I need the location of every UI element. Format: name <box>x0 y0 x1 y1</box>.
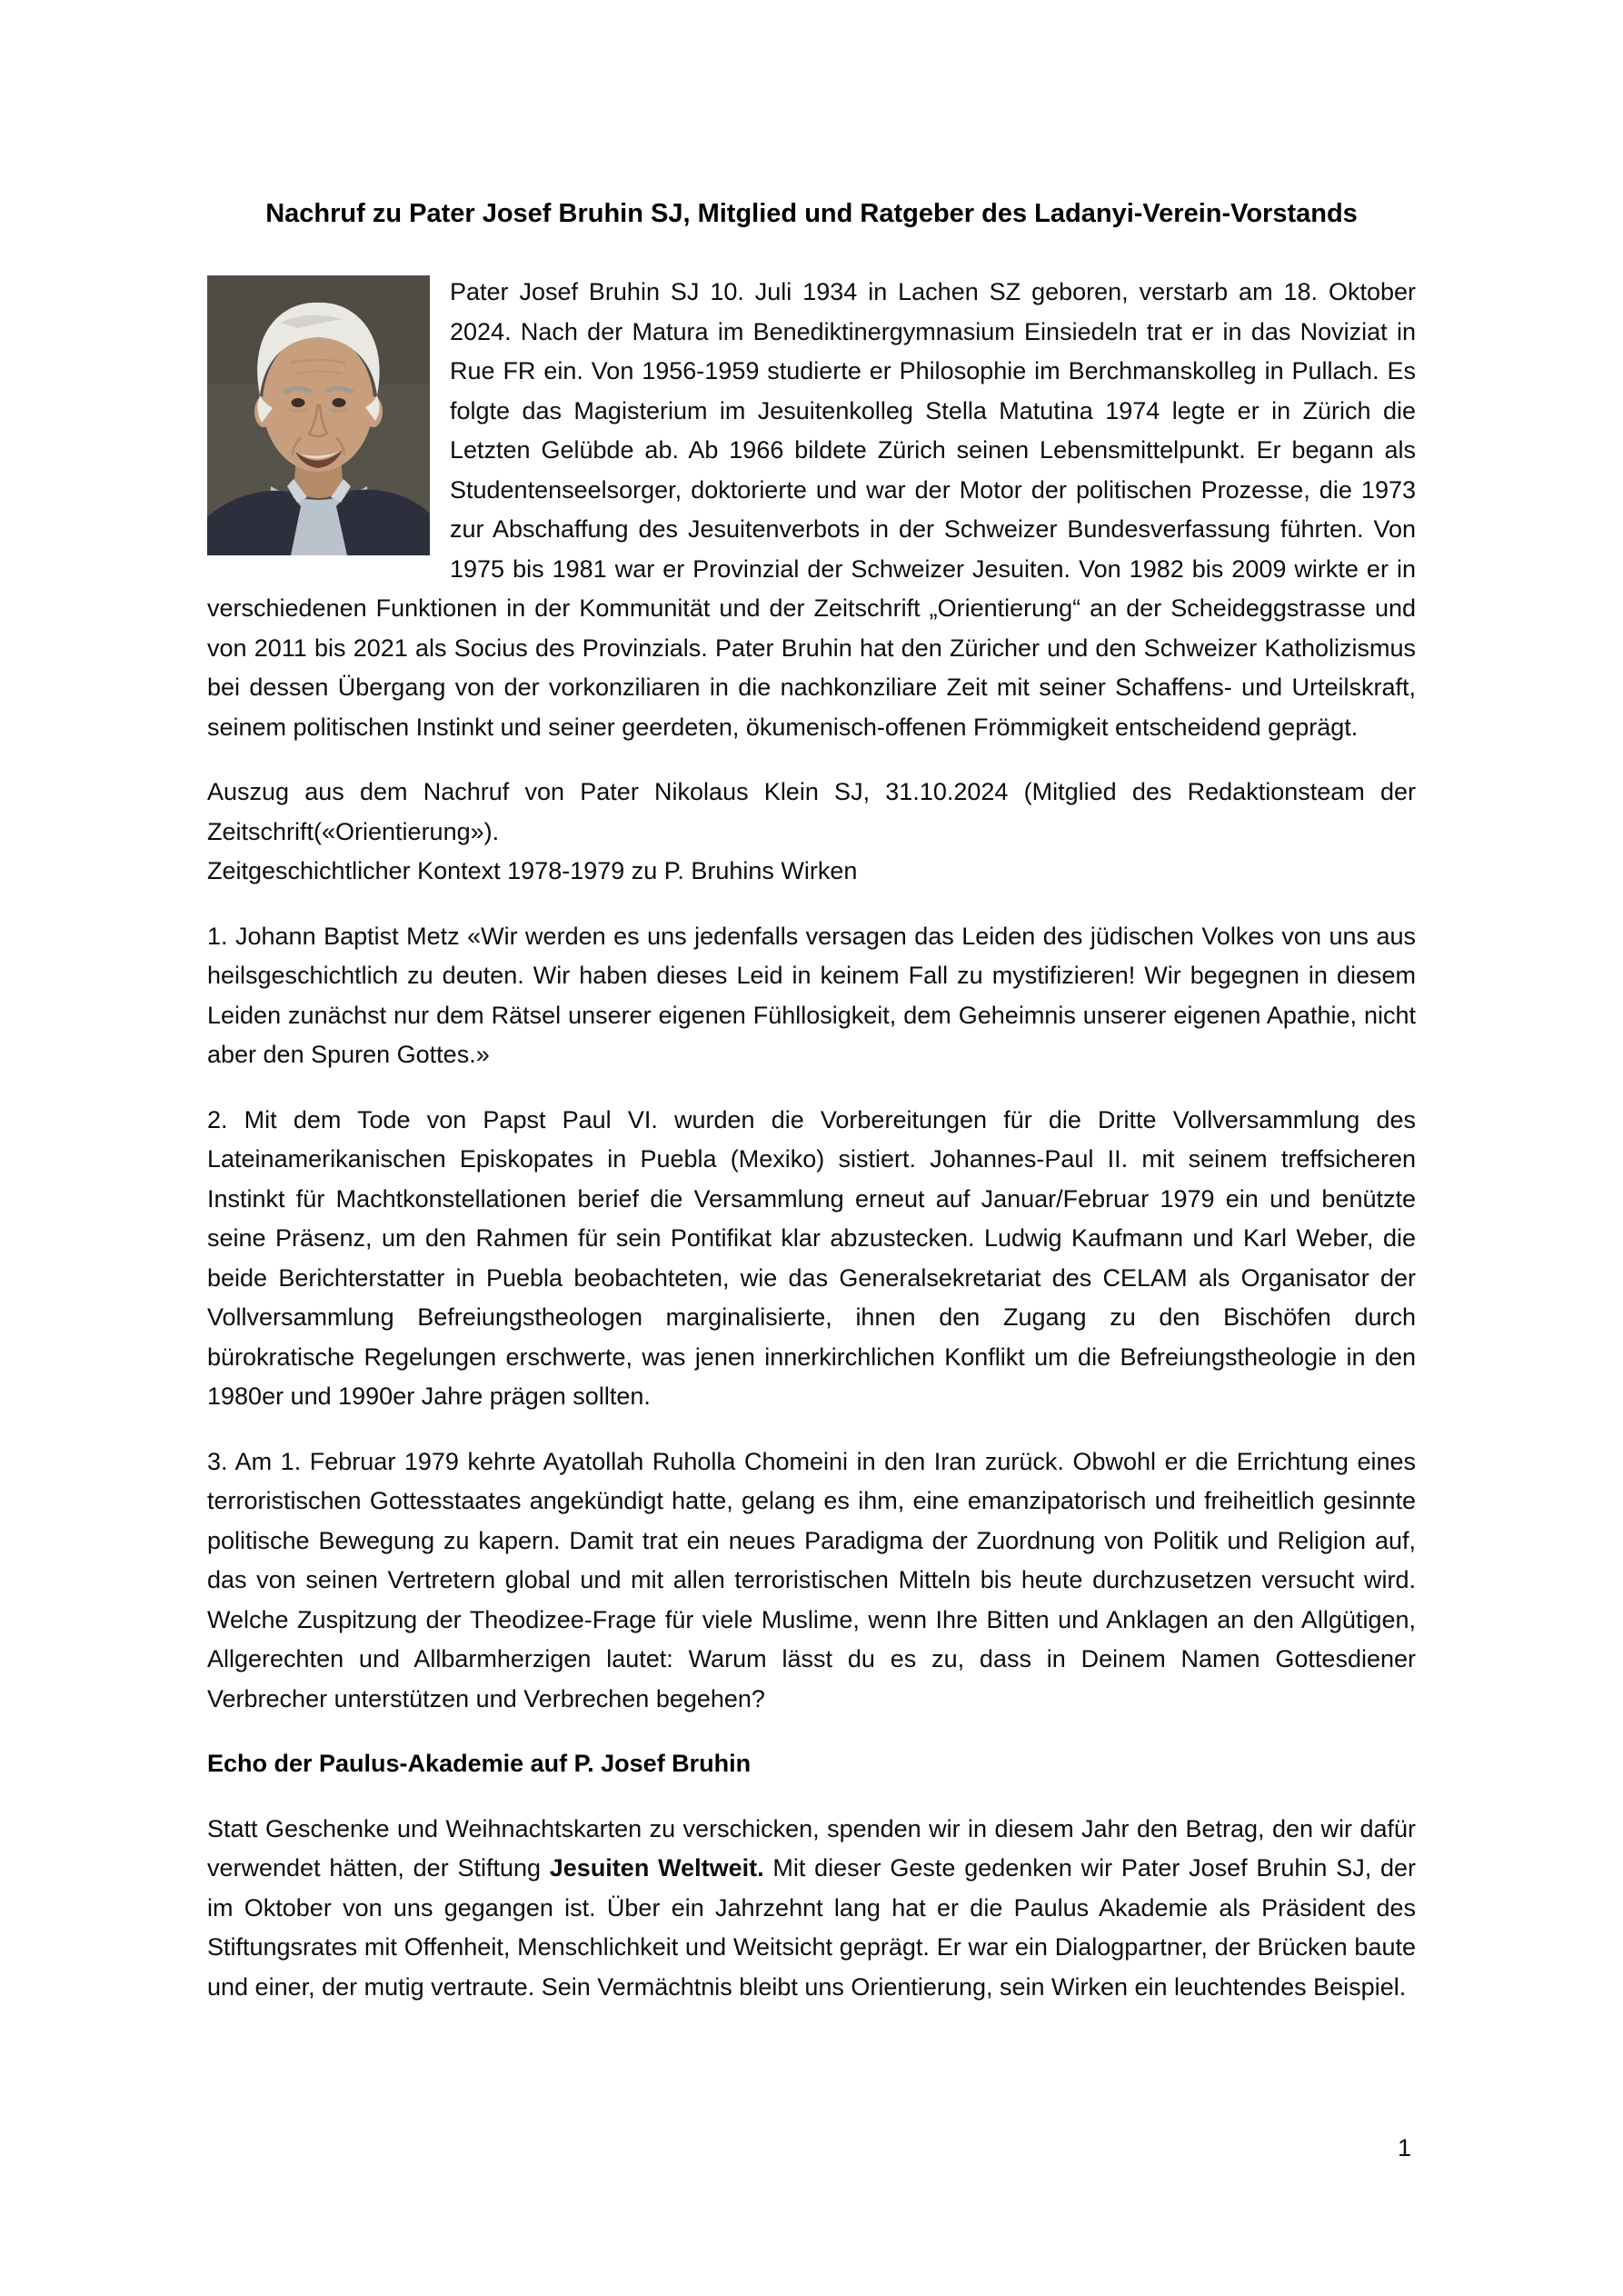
excerpt-intro-paragraph <box>207 773 1416 892</box>
numbered-paragraph-2: 2. Mit dem Tode von Papst Paul VI. wurden die Vorbereitungen für die Dritte Vollversammlung des Lateinamerikanischen Episkopates in Puebla (Mexiko) sistiert. Johannes-Paul II. mit seinem treffsicheren Instinkt für Machtkonstellationen berief die Versammlung erneut auf Januar/Februar 1979 ein und benützte seine Präsenz, um den Rahmen für sein Pontifikat klar abzustecken. Ludwig Kaufmann und Karl Weber, die beide Berichterstatter in Puebla beobachteten, wie das Generalsekretariat des CELAM als Organisator der Vollversammlung Befreiungstheologen marginalisierte, ihnen den Zugang zu den Bischöfen durch bürokratische Regelungen erschwerte, was jenen innerkirchlichen Konflikt um die Befreiungstheologie in den 1980er und 1990er Jahre prägen sollten. <box>207 1105 1416 1410</box>
numbered-paragraph-1: 1. Johann Baptist Metz «Wir werden es uns jedenfalls versagen das Leiden des jüdischen Volkes von uns aus heilsgeschichtlich zu deuten. Wir haben dieses Leid in keinem Fall zu mystifizieren! Wir begegnen in diesem Leiden zunächst nur dem Rätsel unserer eigenen Fühllosigkeit, dem Geheimnis unserer eigenen Apathie, nicht aber den Spuren Gottes.» <box>207 922 1416 1068</box>
echo-paragraph <box>207 1810 1416 2008</box>
portrait-photo-illustration <box>207 275 430 555</box>
bio-text: Pater Josef Bruhin SJ 10. Juli 1934 in Lachen SZ geboren, verstarb am 18. Oktober 2024. Nach der Matura im Benediktinergymnasium Einsiedeln trat er in das Noviziat in Rue FR ein. Von 1956-1959 studierte er Philosophie im Berchmanskolleg in Pullach. Es folgte das Magisterium im Jesuitenkolleg Stella Matutina 1974 legte er in Zürich die Letzten Gelübde ab. Ab 1966 bildete Zürich seinen Lebensmittelpunkt. Er begann als Studentenseelsorger, doktorierte und war der Motor der politischen Prozesse, die 1973 zur Abschaffung des Jesuitenverbots in der Schweizer Bundesverfassung führten. Von 1975 bis 1981 war er Provinzial der Schweizer Jesuiten. Von 1982 bis 2009 wirkte er in verschiedenen Funktionen in der Kommunität und der Zeitschrift „Orientierung“ an der Scheideggstrasse und von 2011 bis 2021 als Socius des Provinzials. Pater Bruhin hat den Züricher und den Schweizer Katholizismus bei dessen Übergang von der vorkonziliaren in die nachkonziliare Zeit mit seiner Schaffens- und Urteilskraft, seinem politischen Instinkt und seiner geerdeten, ökumenisch-offenen Frömmigkeit entscheidend geprägt. <box>207 278 1416 741</box>
numbered-paragraph-3: 3. Am 1. Februar 1979 kehrte Ayatollah Ruholla Chomeini in den Iran zurück. Obwohl er die Errichtung eines terroristischen Gottesstaates angekündigt hatte, gelang es ihm, eine emanzipatorisch und freiheitlich gesinnte politische Bewegung zu kapern. Damit trat ein neues Paradigma der Zuordnung von Politik und Religion auf, das von seinen Vertretern global und mit allen terroristischen Mitteln bis heute durchzusetzen versucht wird. Welche Zuspitzung der Theodizee-Frage für viele Muslime, wenn Ihre Bitten und Anklagen an den Allgütigen, Allgerechten und Allbarmherzigen lautet: Warum lässt du es zu, dass in Deinem Namen Gottesdiener Verbrecher unterstützen und Verbrechen begehen? <box>207 1447 1416 1712</box>
donation-recipient-bold: Jesuiten Weltweit. <box>549 1854 764 1882</box>
excerpt-context-text: Zeitgeschichtlicher Kontext 1978-1979 zu P. Bruhins Wirken <box>207 857 858 884</box>
document-title: Nachruf zu Pater Josef Bruhin SJ, Mitglied und Ratgeber des Ladanyi-Verein-Vorstands <box>265 199 1358 228</box>
excerpt-intro-text: Auszug aus dem Nachruf von Pater Nikolaus Klein SJ, 31.10.2024 (Mitglied des Redaktionsteam der Zeitschrift(«Orientierung»). <box>207 778 1416 845</box>
echo-text-before: Statt Geschenke und Weihnachtskarten zu verschicken, spenden wir in diesem Jahr den Betrag, den wir dafür verwendet hätten, der Stiftung <box>207 1814 1416 1882</box>
echo-section-heading: Echo der Paulus-Akademie auf P. Josef Bruhin <box>207 1750 752 1777</box>
portrait-photo <box>207 275 430 555</box>
page-number: 1 <box>1397 2134 1411 2161</box>
echo-text-after: Mit dieser Geste gedenken wir Pater Josef Bruhin SJ, der im Oktober von uns gegangen ist. Über ein Jahrzehnt lang hat er die Paulus Akademie als Präsident des Stiftungsrates mit Offenheit, Menschlichkeit und Weitsicht geprägt. Er war ein Dialogpartner, der Brücken baute und einer, der mutig vertraute. Sein Vermächtnis bleibt uns Orientierung, sein Wirken ein leuchtendes Beispiel. <box>207 1854 1417 2001</box>
bio-paragraph <box>207 273 1416 747</box>
